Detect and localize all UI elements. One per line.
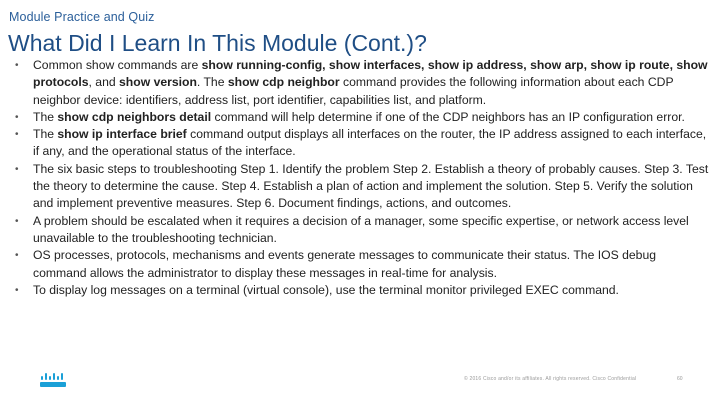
bullet-dot-icon: •: [15, 129, 19, 141]
section-kicker: Module Practice and Quiz: [9, 10, 155, 24]
page-title: What Did I Learn In This Module (Cont.)?: [8, 30, 427, 56]
footer-legal: © 2016 Cisco and/or its affiliates. All rights reserved. Cisco Confidential: [464, 376, 637, 382]
bullet-text: A problem should be escalated when it requires a decision of a manager, some specific expertise, or network access level unavailable to the troubleshooting technician.: [33, 213, 689, 245]
bullet-text: OS processes, protocols, mechanisms and events generate messages to communicate their status. The IOS debug command allows the administrator to display these messages in real-time for analysis.: [33, 248, 657, 280]
bullet-text: , and: [88, 75, 120, 90]
bullet-text: command will help determine if one of the CDP neighbors has an IP configuration error.: [211, 109, 685, 124]
bullet-item: [14, 57, 710, 109]
bullet-item: [14, 126, 710, 161]
bullet-command-text: show cdp neighbors detail: [57, 109, 212, 124]
bullet-dot-icon: •: [15, 250, 19, 262]
bullet-command-text: show cdp neighbor: [227, 75, 340, 90]
page-number: 60: [677, 376, 683, 382]
bullet-command-text: show ip interface brief: [57, 127, 187, 142]
bullet-item: [14, 161, 710, 213]
bullet-text: Common show commands are: [33, 58, 202, 72]
bullet-item: [14, 213, 710, 248]
bullet-item: [14, 247, 710, 282]
bullet-list: [14, 57, 710, 299]
cisco-logo-icon: [40, 372, 66, 388]
bullet-command-text: show running-config, show interfaces, show ip address, show arp, show ip route, show protocols: [33, 58, 708, 90]
bullet-text: The: [33, 127, 58, 142]
bullet-text: The: [33, 109, 58, 124]
bullet-dot-icon: •: [15, 60, 19, 71]
bullet-item: [14, 109, 710, 126]
bullet-text: The six basic steps to troubleshooting Step 1. Identify the problem Step 2. Establish a theory of probably causes. Step 3. Test the theory to determine the cause. Step 4. Establish a plan of action and implement the solution. Step 5. Verify the solution and implement preventive measures. Step 6. Document findings, actions, and outcomes.: [33, 161, 709, 211]
bullet-item: [14, 282, 710, 299]
bullet-dot-icon: •: [15, 284, 19, 296]
bullet-dot-icon: •: [15, 215, 19, 227]
bullet-text: command provides the following information about each CDP neighbor device: identifiers, address list, port identifier, capabilities list, and platform.: [33, 75, 674, 107]
bullet-text: To display log messages on a terminal (virtual console), use the terminal monitor privileged EXEC command.: [33, 282, 619, 297]
bullet-dot-icon: •: [15, 111, 19, 123]
bullet-text: . The: [196, 75, 228, 90]
bullet-command-text: show version: [119, 75, 197, 90]
bullet-dot-icon: •: [15, 163, 19, 175]
bullet-text: command output displays all interfaces on the router, the IP address assigned to each interface, if any, and the operational status of the interface.: [33, 127, 707, 159]
